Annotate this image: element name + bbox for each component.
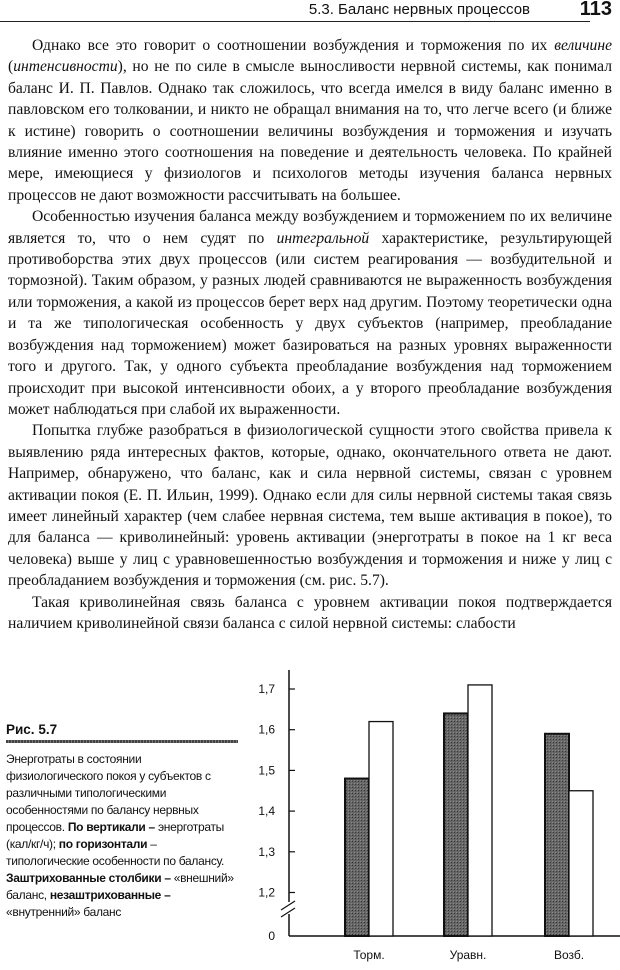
caption-bold-text: По вертикали – — [67, 820, 155, 834]
figure-title: Рис. 5.7 — [6, 722, 58, 737]
bar-internal-balance — [369, 722, 393, 936]
paragraph — [8, 206, 612, 420]
caption-bold-text: незаштрихованные – — [49, 888, 171, 902]
bar-internal-balance — [468, 685, 492, 936]
x-category-label: Торм. — [353, 948, 385, 962]
y-tick-label: 1,2 — [258, 885, 275, 900]
bar-external-balance — [444, 713, 468, 936]
caption-text: Энерготраты в состоянии физиологического покоя у субъектов с различными типологическими особенностями по балансу нервных процессов. — [6, 752, 211, 834]
caption-bold-text: по горизонтали — [58, 837, 148, 851]
body-text — [8, 35, 612, 634]
caption-bold-text: Заштрихованные столбики – — [6, 871, 171, 885]
text-segment: ( — [8, 58, 14, 76]
text-segment: Особенностью изучения баланса между возбуждением и торможением по их величине является то, что о нем судят по — [8, 208, 612, 247]
bar-external-balance — [545, 734, 569, 936]
italic-text: величине — [554, 37, 612, 54]
caption-text: «внутренний» баланс — [6, 905, 122, 919]
chart-bars — [345, 685, 593, 936]
caption-text: энерготраты (кал/кг/ч); — [6, 820, 224, 851]
italic-text: интенсивности — [13, 58, 118, 76]
paragraph — [8, 35, 612, 206]
page-header — [0, 0, 620, 24]
bar-chart — [250, 670, 620, 965]
paragraph — [8, 592, 612, 635]
bar-chart-svg — [250, 670, 620, 965]
paragraph — [8, 420, 612, 591]
text-segment: Однако все это говорит о соотношении возбуждения и торможения по их — [32, 37, 555, 54]
text-segment: Такая криволинейная связь баланса с уровнем активации покоя подтверждается наличием криволинейной связи баланса с силой нервной системы: слабости — [8, 593, 612, 632]
text-segment: ), но не по силе в смысле выносливости нервной системы, как понимал баланс И. П. Павлов. Однако так сложилось, что всегда имелся в виду баланс именно в павловском его толковании, и никто не обращал внимания на то, что легче всего (и ближе к истине) говорить о соотношении величины возбуждения и торможения и изучать влияние именно этого соотношения на поведение и деятельность человека. По крайней мере, имеющиеся у физиологов и психологов методы изучения баланса нервных процессов не дают возможности рассчитывать на большее. — [8, 58, 612, 204]
header-rule — [0, 21, 590, 22]
chart-labels — [258, 682, 584, 962]
y-tick-label: 1,7 — [258, 682, 275, 696]
caption-text: «внешний» баланс, — [6, 871, 234, 902]
y-tick-label: 0 — [268, 929, 275, 943]
y-tick-label: 1,5 — [258, 763, 275, 778]
x-category-label: Возб. — [553, 948, 585, 962]
section-title: 5.3. Баланс нервных процессов — [308, 1, 530, 18]
figure-caption — [6, 722, 238, 921]
figure-caption-text — [6, 751, 238, 921]
page-number: 113 — [579, 0, 612, 20]
y-tick-label: 1,4 — [258, 804, 275, 819]
y-tick-label: 1,3 — [258, 844, 275, 859]
text-segment: характеристике, результирующей противоборства этих двух процессов (или систем реагирования — возбудительной и тормозной). Таким образом, у разных людей сравниваются не выраженность возбуждения или торможения, а какой из процессов берет верх над другим. Поэтому теоретически одна и та же типологическая особенность у двух субъектов (например, преобладание возбуждения над торможением) может базироваться на разных уровнях выраженности того и другого. Так, у одного субъекта преобладание возбуждения над торможением происходит при высокой интенсивности обоих, а у второго преобладание возбуждения может наблюдаться при слабой их выраженности. — [8, 229, 612, 418]
bar-internal-balance — [569, 791, 593, 936]
caption-text: – типологические особенности по балансу. — [6, 837, 225, 868]
x-category-label: Уравн. — [449, 948, 487, 962]
italic-text: интегральной — [276, 229, 370, 247]
text-segment: Попытка глубже разобраться в физиологической сущности этого свойства привела к выявлению ряда интересных фактов, которые, однако, окончательного ответа не дают. Например, обнаружено, что баланс, как и сила нервной системы, связан с уровнем активации покоя (Е. П. Ильин, 1999). Однако если для силы нервной системы такая связь имеет линейный характер (чем слабее нервная система, тем выше активация в покое), то для баланса — криволинейный: уровень активации (энерготраты в покое на 1 кг веса человека) выше у лиц с уравновешенностью возбуждения и торможения и ниже у лиц с преобладанием возбуждения и торможения (см. рис. 5.7). — [8, 422, 612, 590]
bar-external-balance — [345, 779, 369, 936]
figure-rule — [6, 740, 238, 743]
y-tick-label: 1,6 — [258, 722, 275, 737]
